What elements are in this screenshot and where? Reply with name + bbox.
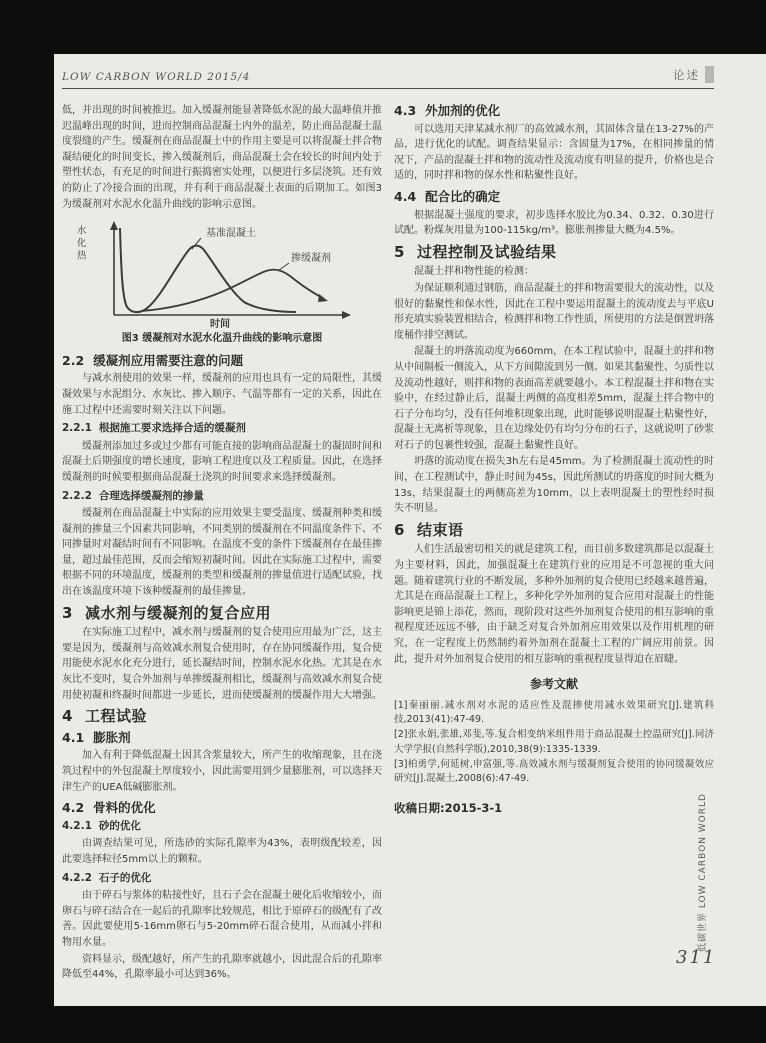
heading-title: 减水剂与缓凝剂的复合应用: [84, 603, 271, 622]
heading-title: 缓凝剂应用需要注意的问题: [93, 352, 244, 368]
heading-number: 4.1: [62, 729, 85, 745]
heading-number: 4.2.1: [62, 819, 92, 832]
x-axis-arrow: [342, 311, 351, 319]
right-column: [394, 103, 717, 984]
heading-title: 工程试验: [84, 707, 147, 726]
paragraph-4-2-2-a: 由于碎石与浆体的粘接性好，且石子会在混凝土硬化后收缩较小，而卵石与碎石结合在一起后的孔隙率比较规范，相比于原碎石的级配有了改善。因此要使用5-16mm卵石与5-20mm碎石混合使用，从而减小拌和物用水量。: [62, 890, 382, 948]
category-label: 论述: [673, 67, 700, 82]
paragraph-2-2-2: 缓凝剂在商品混凝土中实际的应用效果主要受温度、缓凝剂种类和缓凝剂的掺量三个因素共同影响，不同类别的缓凝剂在不同温度条件下、不同掺量时对凝结时间有不同影响。在温度不变的条件下缓凝剂存在最佳掺量，超过最佳范围，反而会缩短初凝时间。因此在实际施工过程中，需要根据不同的环境温度，缓凝剂的类型和缓凝剂的掺量值进行适配试验，找出在该温度环境下该种缓凝剂的最佳掺量。: [62, 508, 382, 598]
left-column: [62, 103, 382, 984]
heading-4-1: [62, 730, 382, 746]
heading-4-4: [394, 189, 714, 205]
heading-3: [62, 603, 382, 622]
heading-title: 配合比的确定: [425, 188, 501, 204]
figure-3: [72, 218, 372, 347]
series-label-base-concrete: 基准混凝土: [205, 228, 256, 240]
heading-number: 6: [394, 520, 405, 539]
heading-6: [394, 520, 714, 539]
page-number: 311: [676, 947, 717, 968]
figure-x-axis-label: 时间: [209, 319, 230, 331]
paragraph-5-3: 坍落的流动度在损失3h左右是45mm。为了检测混凝土流动性的时间，在工程测试中，静止时间为45s，因此所测试的坍落度的时间大概为13s，结果混凝土的两侧高差为10mm，以上表明混凝土的塑性经时损失不明显。: [394, 456, 714, 515]
intro-paragraph: 低，并出现的时间被推迟。加入缓凝剂能显著降低水泥的最大温峰值并推迟温峰出现的时间，进而控制商品混凝土内外的温差，防止商品混凝土温度裂缝的产生。缓凝剂在商品混凝土中的作用主要是可以将混凝土拌合物凝结硬化的时间变长，掺入缓凝剂后，商品混凝土会在较长的时间内处于塑性状态，有充足的时间进行振捣密实处理，以便进行多层浇筑。还有效的防止了冷接合面的出现，并有利于商品混凝土表面的后期加工。如图3为缓凝剂对水泥水化温升曲线的影响示意图。: [62, 105, 382, 210]
hydration-heat-chart: [88, 218, 360, 330]
heading-number: 4.3: [394, 103, 417, 118]
page-header: [62, 56, 714, 89]
reference-item-3: [3]柏勇学,何延树,申富强,等.高效减水剂与缓凝剂复合使用的协同缓凝效应研究[J].混凝土,2008(6):47-49.: [394, 758, 714, 785]
heading-title: 砂的优化: [98, 819, 141, 832]
heading-title: 过程控制及试验结果: [416, 242, 557, 261]
heading-4-2: [62, 800, 382, 816]
heading-number: 4: [62, 707, 73, 726]
y-axis-arrow: [110, 221, 118, 230]
heading-title: 石子的优化: [98, 871, 152, 884]
heading-2-2-1: [62, 421, 382, 437]
paragraph-5-1: 为保证顺利通过钢筋，商品混凝土的拌和物需要很大的流动性，以及很好的黏聚性和保水性，因此在工程中要运用混凝土的流动度去与平底U形充填实验装置相结合，检测拌和物工作性质，所使用的方法是倒置坍落度桶作排空测试。: [394, 282, 714, 341]
heading-title: 外加剂的优化: [425, 103, 501, 118]
category-marker-bar: [705, 66, 714, 83]
page-content: [62, 56, 717, 984]
figure-3-plot: [72, 218, 372, 330]
heading-title: 膨胀剂: [93, 729, 131, 745]
two-column-body: [62, 103, 717, 984]
journal-name-vertical: 低碳世界 LOW CARBON WORLD: [698, 793, 708, 952]
curve-end-arrow: [318, 294, 328, 302]
paragraph-5-0: 混凝土拌和物性能的检测：: [414, 266, 534, 278]
paragraph-2-2: 与减水剂使用的效果一样，缓凝剂的应用也具有一定的局限性，其缓凝效果与水泥组分、水灰比、掺入顺序、气温等都有一定的关系，因此在施工过程中还需要时刻关注以下问题。: [62, 373, 382, 416]
heading-number: 2.2.2: [62, 489, 92, 502]
paragraph-3: 在实际施工过程中，减水剂与缓凝剂的复合使用应用最为广泛，这主要是因为，缓凝剂与高效减水剂复合使用时，存在协同缓凝作用，复合使用能使水泥水化充分进行，延长凝结时间，控制水泥水化热。尤其是在水灰比不变时，复合外加剂与单掺缓凝剂相比，缓凝剂与高效减水剂复合使用使初凝和终凝时间都进一步延长，进而使缓凝剂的缓凝作用大大增强。: [62, 627, 382, 701]
paragraph-2-2-1: 缓凝剂添加过多或过少都有可能直接的影响商品混凝土的凝固时间和混凝土后期强度的增长速度，影响工程进度以及工程质量。因此，在选择缓凝剂的时候要根据商品混凝土浇筑的时间要求来选择缓凝剂。: [62, 440, 382, 483]
heading-4-2-1: [62, 819, 382, 835]
paragraph-4-3: 可以选用天津某减水剂厂的高效减水剂，其固体含量在13-27%的产品，进行优化的试配。调查结果显示：含固量为17%，在相同掺量的情况下，产品的混凝土拌和物的流动性及流动度有明显的提升，价格也是合适的，同时拌和物的保水性和粘聚性良好。: [394, 123, 714, 182]
paper-page: [54, 54, 766, 1006]
reference-item-1: [1]秦丽丽.减水剂对水泥的适应性及混掺使用减水效果研究[J].建筑科技,2013(41):47-49.: [394, 699, 714, 726]
paragraph-4-2-1: 由调查结果可见，所选砂的实际孔隙率为43%，表明级配较差，因此要选择粒径5mm以上的颗粒。: [62, 838, 382, 865]
heading-title: 合理选择缓凝剂的掺量: [98, 489, 204, 502]
heading-2-2-2: [62, 489, 382, 505]
received-date: 收稿日期:2015-3-1: [394, 800, 503, 815]
header-category: [673, 66, 714, 83]
heading-title: 结束语: [416, 520, 464, 539]
heading-4-3: [394, 103, 714, 119]
heading-title: 骨料的优化: [93, 800, 156, 816]
heading-number: 3: [62, 603, 73, 622]
heading-number: 5: [394, 242, 405, 261]
paragraph-4-1: 加入有利于降低混凝土因其含浆量较大，所产生的收缩现象，且在浇筑过程中的外包混凝土厚度较小，因此需要用到少量膨胀剂，可以选择天津生产的UEA低碱膨胀剂。: [62, 750, 382, 793]
heading-number: 2.2: [62, 352, 85, 368]
journal-title: LOW CARBON WORLD 2015/4: [62, 71, 251, 83]
paragraph-4-4: 根据混凝土强度的要求，初步选择水胶比为0.34、0.32、0.30进行试配。粉煤灰用量为100-115kg/m³。膨胀剂掺量大概为4.5%。: [394, 209, 714, 237]
paragraph-5-2: 混凝土的坍落流动度为660mm，在本工程试验中，混凝土的拌和物从中间隔板一侧流入，从下方间隙流到另一侧。如果其黏聚性、匀质性以及流动性越好，则拌和物的表面高差就要越小。本工程混凝土拌和物在实验中，在经过静止后，混凝土两侧的高度相差5mm，混凝土拌合物中的石子分布均匀，没有任何堆积现象出现，此时能够说明混凝土粘聚性好，混凝土无离析等现象，且在边缘处仍有均匀分布的石子，这就说明了砂浆对石子的包裹性较强，混凝土黏聚性良好。: [394, 346, 714, 451]
heading-5: [394, 242, 714, 261]
figure-y-axis-label: 水化热: [74, 225, 86, 263]
figure-3-caption: 图3 缓凝剂对水泥水化温升曲线的影响示意图: [121, 333, 323, 345]
paragraph-4-2-2-b: 资料显示，级配越好，所产生的孔隙率就越小，因此混合后的孔隙率降低至44%，孔隙率最小可达到36%。: [62, 953, 382, 981]
heading-number: 4.4: [394, 188, 417, 204]
heading-4-2-2: [62, 871, 382, 887]
leader-retarder: [279, 263, 289, 270]
heading-4: [62, 709, 382, 725]
heading-number: 2.2.1: [62, 422, 92, 435]
paragraph-6: 人们生活最密切相关的就是建筑工程，而目前多数建筑都是以混凝土为主要材料，因此，加强混凝土在建筑行业的应用是不可忽视的重大问题。随着建筑行业的不断发展，多种外加剂的复合使用已经越来越普遍，尤其是在商品混凝土工程上，多种化学外加剂的复合应用对混凝土的性能影响更是锦上添花，然而，现阶段对这些外加剂复合使用的相互影响的重视程度还远远不够，由于缺乏对复合外加剂应用效果以及作用机理的研究，在一定程度上仍然制约着外加剂在混凝土工程的广阔应用前景。因此，提升对外加剂复合使用的相互影响的重视程度显得迫在眉睫。: [394, 544, 714, 665]
references-title: 参考文献: [529, 677, 578, 692]
heading-number: 4.2: [62, 800, 85, 816]
series-label-retarder: 掺缓凝剂: [290, 253, 331, 265]
reference-item-2: [2]张永娟,张雄,邓斐,等.复合相变纳米组件用于商品混凝土控温研究[J].同济大学学报(自然科学版),2010,38(9):1335-1339.: [394, 729, 714, 755]
heading-number: 4.2.2: [62, 871, 92, 884]
heading-title: 根据施工要求选择合适的缓凝剂: [98, 422, 246, 435]
heading-2-2: [62, 353, 382, 369]
